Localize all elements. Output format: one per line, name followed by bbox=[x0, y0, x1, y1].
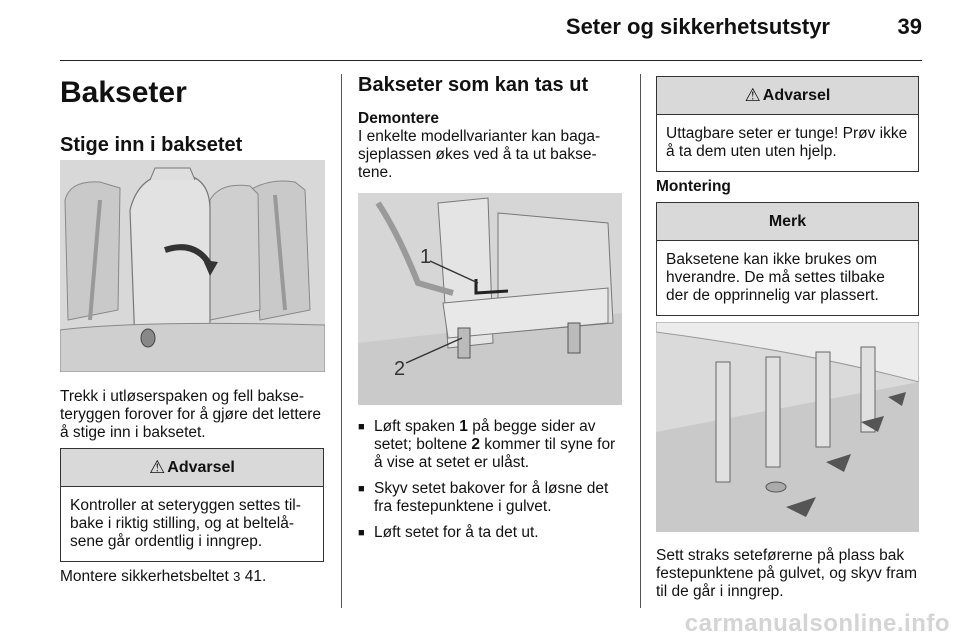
warning-box-right bbox=[656, 76, 919, 172]
removal-steps-list bbox=[358, 418, 626, 550]
seatbelt-reference-text: Montere sikkerhetsbeltet bbox=[60, 568, 229, 585]
list-item: ■ Skyv setet bakover for å løsne det fra festepunktene i gulvet. bbox=[358, 480, 626, 516]
seat-fold-illustration bbox=[60, 160, 325, 372]
header-rule bbox=[60, 60, 922, 61]
note-label: Merk bbox=[768, 212, 807, 230]
column-divider-right bbox=[640, 74, 641, 608]
seat-latch-svg bbox=[358, 193, 622, 405]
watermark: carmanualsonline.info bbox=[684, 610, 950, 637]
subsection-title: Stige inn i baksetet bbox=[60, 134, 243, 156]
warning-body: Kontroller at seteryggen settes tilbake i riktig stilling, og at beltelåsene går ordentlig i inngrep. bbox=[70, 497, 301, 550]
page-header-title: Seter og sikkerhetsutstyr bbox=[565, 14, 830, 39]
warning-triangle-icon: ⚠ bbox=[149, 457, 166, 477]
section-title: Bakseter bbox=[60, 76, 187, 109]
warning-label: Advarsel bbox=[167, 458, 235, 476]
note-body: Baksetene kan ikke brukes om hverandre. De må settes tilbake der de opprinnelig var plassert. bbox=[666, 251, 885, 304]
seat-latch-illustration bbox=[358, 193, 622, 405]
latch-label-2: 2 bbox=[394, 358, 406, 380]
warning-box-left bbox=[60, 448, 324, 562]
seat-fold-svg bbox=[60, 160, 325, 372]
warning-label: Advarsel bbox=[762, 86, 831, 104]
middle-paragraph: I enkelte modellvarianter kan bagasjeplassen økes ved å ta ut baksetene. bbox=[358, 128, 601, 181]
seat-mount-svg bbox=[656, 322, 919, 532]
right-paragraph: Sett straks seteførerne på plass bak festepunktene på gulvet, og skyv fram til de går i inngrep. bbox=[656, 547, 918, 600]
note-header bbox=[657, 203, 918, 241]
warning-triangle-icon: ⚠ bbox=[744, 85, 761, 105]
list-item: ■ Løft spaken 1 på begge sider av setet; boltene 2 kommer til syne for å vise at setet er ulåst. bbox=[358, 418, 626, 472]
seatbelt-reference bbox=[60, 568, 325, 586]
warning-body: Uttagbare seter er tunge! Prøv ikke å ta dem uten uten hjelp. bbox=[666, 125, 908, 160]
column-divider-left bbox=[341, 74, 342, 608]
page-number: 39 bbox=[897, 14, 922, 39]
list-item: ■ Løft setet for å ta det ut. bbox=[358, 524, 626, 542]
demontere-label: Demontere bbox=[358, 110, 439, 127]
reference-arrow-icon: 3 bbox=[233, 569, 241, 584]
left-paragraph: Trekk i utløserspaken og fell bakseteryggen forover for å gjøre det lettere å stige inn i baksetet. bbox=[60, 388, 322, 441]
middle-section-title: Bakseter som kan tas ut bbox=[358, 74, 589, 96]
reference-page[interactable]: 41. bbox=[244, 568, 267, 585]
montering-label: Montering bbox=[656, 178, 731, 195]
seat-mount-illustration bbox=[656, 322, 919, 532]
warning-header bbox=[61, 449, 323, 487]
note-box bbox=[656, 202, 919, 316]
warning-header bbox=[657, 77, 918, 115]
latch-label-1: 1 bbox=[420, 246, 432, 268]
